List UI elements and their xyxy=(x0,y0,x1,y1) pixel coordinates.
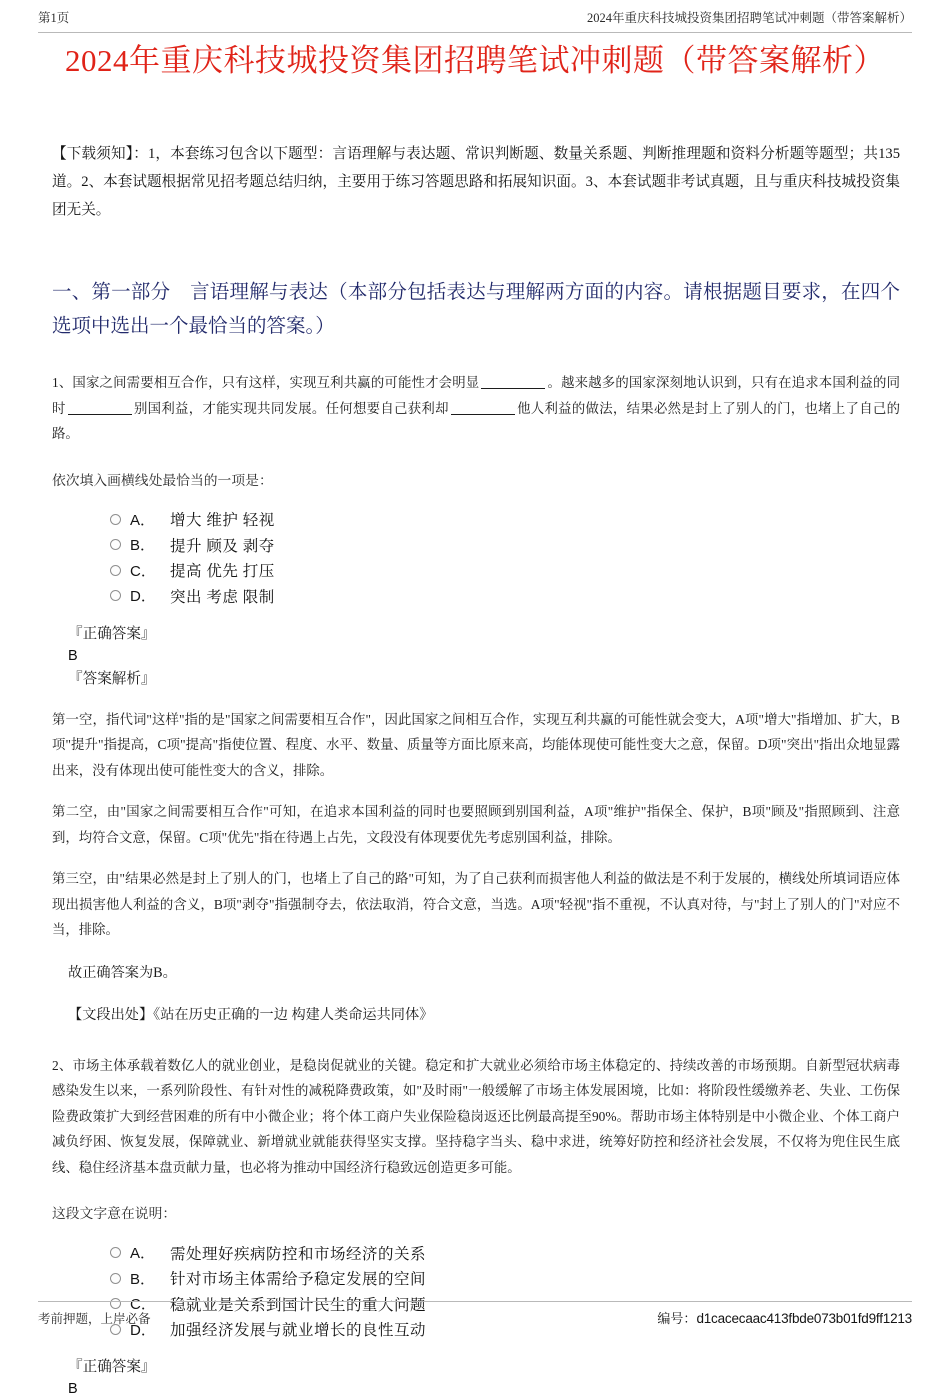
footer-slogan: 考前押题，上岸必备 xyxy=(38,1312,151,1326)
option-letter: D． xyxy=(130,588,156,606)
radio-button-icon[interactable] xyxy=(110,514,121,525)
running-footer xyxy=(38,1301,912,1327)
radio-button-icon[interactable] xyxy=(110,1247,121,1258)
question-2-stem: 2、市场主体承载着数亿人的就业创业，是稳岗促就业的关键。稳定和扩大就业必须给市场主体稳定的、持续改善的市场预期。自新型冠状病毒感染发生以来，一系列阶段性、有针对性的减税降费政策，如"及时雨"一般缓解了市场主体发展困境，比如：将阶段性缓缴养老、失业、工伤保险费政策扩大到经营困难的所有中小微企业；将个体工商户失业保险稳岗返还比例最高提至90%。帮助市场主体特别是中小微企业、个体工商户减负纾困、恢复发展，保障就业、新增就业就能获得坚实支撑。坚持稳字当头、稳中求进，统筹好防控和经济社会发展，不仅将为兜住民生底线、稳住经济基本盘贡献力量，也必将为推动中国经济行稳致远创造更多可能。 xyxy=(52,1057,900,1175)
question-1-analysis-paragraph-3: 第三空，由"结果必然是封上了别人的门，也堵上了自己的路"可知，为了自己获利而损害他人利益的做法是不利于发展的，横线处所填词语应体现出损害他人利益的含义，B项"剥夺"指强制夺去，依法取消，符合文意，当选。A项"轻视"指不重视，不认真对待，与"封上了别人的门"对应不当，排除。 xyxy=(52,871,900,937)
question-1-answer-value: B xyxy=(68,647,78,664)
option-row-a[interactable] xyxy=(110,1240,900,1266)
option-text: 加强经济发展与就业增长的良性互动 xyxy=(170,1322,427,1340)
section-heading: 一、第一部分 言语理解与表达（本部分包括表达与理解两方面的内容。请根据题目要求，在四个选项中选出一个最恰当的答案。） xyxy=(52,282,900,337)
question-1-conclusion: 故正确答案为B。 xyxy=(68,964,177,981)
fill-blank-1 xyxy=(481,388,545,389)
question-1-analysis-paragraph-2: 第二空，由"国家之间需要相互合作"可知，在追求本国利益的同时也要照顾到别国利益，A项"维护"指保全、保护，B项"顾及"指照顾到、注意到，均符合文意，保留。C项"优先"指在待遇上占先，文段没有体现要优先考虑别国利益，排除。 xyxy=(52,804,900,845)
option-text: 提升 顾及 剥夺 xyxy=(170,537,275,555)
question-1-analysis-label: 『答案解析』 xyxy=(68,670,156,687)
question-2-prompt: 这段文字意在说明： xyxy=(52,1206,177,1221)
document-body xyxy=(52,140,900,1400)
option-letter: C． xyxy=(130,562,156,580)
option-letter: C． xyxy=(130,1296,156,1314)
option-row-d[interactable] xyxy=(110,583,900,609)
fill-blank-3 xyxy=(451,414,515,415)
page-number-marker: 第1页 xyxy=(38,11,70,25)
running-header xyxy=(38,8,912,33)
fill-blank-2 xyxy=(68,414,132,415)
radio-button-icon[interactable] xyxy=(110,590,121,601)
question-1-prompt: 依次填入画横线处最恰当的一项是： xyxy=(52,472,273,488)
page-title: 2024年重庆科技城投资集团招聘笔试冲刺题（带答案解析） xyxy=(65,43,885,78)
question-2-answer-label: 『正确答案』 xyxy=(68,1359,156,1375)
question-2-answer-value: B xyxy=(68,1381,78,1397)
option-row-a[interactable] xyxy=(110,507,900,533)
option-letter: A． xyxy=(130,511,156,529)
option-text: 增大 维护 轻视 xyxy=(170,512,275,530)
option-letter: A． xyxy=(130,1245,156,1263)
option-text: 突出 考虑 限制 xyxy=(170,588,275,606)
option-letter: B． xyxy=(130,1270,156,1288)
radio-button-icon[interactable] xyxy=(110,1273,121,1284)
question-1-stem-part2: 。越来越多的国家深刻地认识到，只有在追求本国利益的同时 xyxy=(52,375,900,416)
footer-code-value: d1cacecaac413fbde073b01fd9ff1213 xyxy=(696,1311,912,1326)
radio-button-icon[interactable] xyxy=(110,565,121,576)
option-text: 需处理好疾病防控和市场经济的关系 xyxy=(170,1245,427,1263)
question-1-stem-part3: 别国利益，才能实现共同发展。任何想要自己获利却 xyxy=(133,400,449,416)
option-letter: D． xyxy=(130,1321,156,1339)
question-1-options xyxy=(110,507,900,609)
option-row-b[interactable] xyxy=(110,1266,900,1292)
option-text: 稳就业是关系到国计民生的重大问题 xyxy=(170,1296,427,1314)
question-1-source: 【文段出处】《站在历史正确的一边 构建人类命运共同体》 xyxy=(68,1006,434,1023)
question-1-stem xyxy=(52,370,900,447)
option-text: 提高 优先 打压 xyxy=(170,563,275,581)
option-text: 针对市场主体需给予稳定发展的空间 xyxy=(170,1271,427,1289)
question-1-stem-part4: 他人利益的做法，结果必然是封上了别人的门，也堵上了自己的路。 xyxy=(52,400,901,441)
option-row-c[interactable] xyxy=(110,558,900,584)
running-header-title: 2024年重庆科技城投资集团招聘笔试冲刺题（带答案解析） xyxy=(586,11,912,25)
download-notice: 【下载须知】：1，本套练习包含以下题型：言语理解与表达题、常识判断题、数量关系题、判断推理题和资料分析题等题型；共135道。2、本套试题根据常见招考题总结归纳，主要用于练习答题思路和拓展知识面。3、本套试题非考试真题，且与重庆科技城投资集团无关。 xyxy=(52,146,900,218)
question-1-answer-label: 『正确答案』 xyxy=(68,625,156,642)
question-1-analysis-paragraph-1: 第一空，指代词"这样"指的是"国家之间需要相互合作"，因此国家之间相互合作，实现互利共赢的可能性就会变大，A项"增大"指增加、扩大，B项"提升"指提高，C项"提高"指使位置、程度、水平、数量、质量等方面比原来高，均能体现使可能性变大之意，保留。D项"突出"指出众地显露出来，没有体现出使可能性变大的含义，排除。 xyxy=(52,711,900,778)
footer-code-label: 编号： xyxy=(657,1311,697,1326)
radio-button-icon[interactable] xyxy=(110,539,121,550)
option-letter: B． xyxy=(130,537,156,555)
footer-code xyxy=(657,1308,912,1327)
option-row-b[interactable] xyxy=(110,532,900,558)
question-1-stem-part1: 1、国家之间需要相互合作，只有这样，实现互利共赢的可能性才会明显 xyxy=(52,375,480,390)
